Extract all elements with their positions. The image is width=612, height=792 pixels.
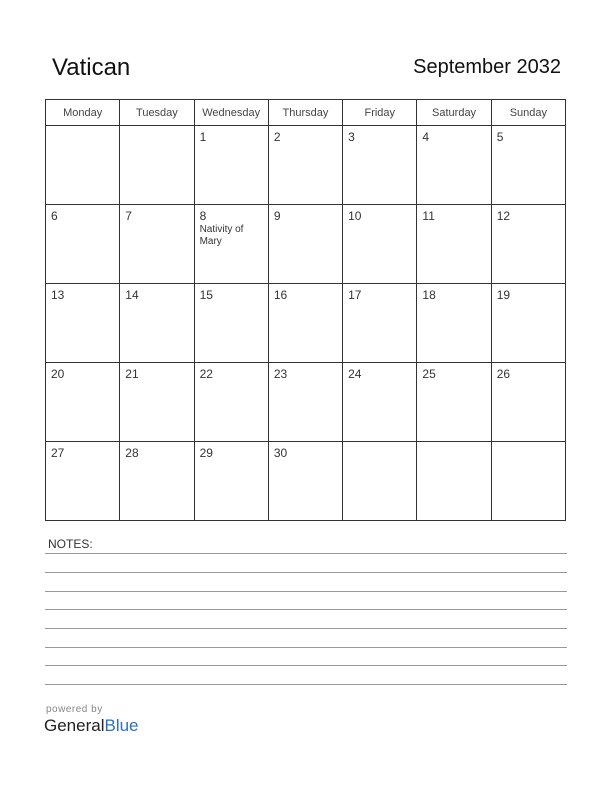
day-cell bbox=[343, 442, 417, 521]
week-row bbox=[46, 126, 566, 205]
day-number: 30 bbox=[273, 446, 288, 460]
day-number: 28 bbox=[125, 446, 139, 460]
day-cell bbox=[343, 363, 417, 442]
logo-text-blue: Blue bbox=[104, 716, 139, 735]
weekday-header: Sunday bbox=[491, 100, 565, 126]
notes-line bbox=[45, 553, 567, 554]
day-cell bbox=[194, 363, 268, 442]
day-number: 23 bbox=[273, 367, 288, 381]
week-row bbox=[46, 363, 566, 442]
weekday-header: Monday bbox=[46, 100, 120, 126]
day-number: 16 bbox=[273, 288, 288, 302]
notes-line bbox=[45, 572, 567, 573]
day-cell bbox=[268, 363, 342, 442]
day-number: 24 bbox=[348, 367, 362, 381]
day-number: 10 bbox=[348, 209, 362, 223]
day-cell bbox=[343, 126, 417, 205]
day-cell bbox=[417, 126, 491, 205]
day-cell bbox=[46, 205, 120, 284]
day-number: 1 bbox=[199, 130, 207, 144]
weekday-header: Saturday bbox=[417, 100, 491, 126]
day-cell bbox=[46, 284, 120, 363]
month-year-title: September 2032 bbox=[413, 56, 561, 78]
day-cell bbox=[268, 442, 342, 521]
day-number: 6 bbox=[51, 209, 58, 223]
week-row bbox=[46, 284, 566, 363]
day-cell bbox=[268, 284, 342, 363]
holiday-label: Nativity of Mary bbox=[199, 224, 244, 247]
day-number: 9 bbox=[273, 209, 281, 223]
day-cell bbox=[417, 442, 491, 521]
day-number: 5 bbox=[496, 130, 504, 144]
day-cell bbox=[491, 363, 565, 442]
day-cell bbox=[268, 126, 342, 205]
day-number: 4 bbox=[422, 130, 430, 144]
day-cell bbox=[417, 363, 491, 442]
calendar-grid bbox=[45, 99, 566, 521]
notes-line bbox=[45, 609, 567, 610]
notes-line bbox=[45, 665, 567, 666]
logo-text-general: General bbox=[44, 716, 105, 735]
notes-line bbox=[45, 647, 567, 648]
notes-label: NOTES: bbox=[48, 537, 93, 551]
day-cell bbox=[491, 126, 565, 205]
day-cell bbox=[194, 284, 268, 363]
day-cell bbox=[491, 284, 565, 363]
day-number: 3 bbox=[348, 130, 355, 144]
day-cell bbox=[120, 363, 194, 442]
weekday-header-row bbox=[46, 100, 566, 126]
day-cell bbox=[194, 126, 268, 205]
day-number: 17 bbox=[348, 288, 362, 302]
day-cell bbox=[268, 205, 342, 284]
weekday-header: Thursday bbox=[268, 100, 342, 126]
day-cell bbox=[120, 205, 194, 284]
generalblue-logo bbox=[44, 716, 139, 736]
day-number: 7 bbox=[125, 209, 132, 223]
day-number: 8 bbox=[199, 209, 207, 223]
day-cell bbox=[417, 284, 491, 363]
day-cell bbox=[343, 205, 417, 284]
day-cell bbox=[417, 205, 491, 284]
day-number: 27 bbox=[51, 446, 65, 460]
day-number: 22 bbox=[199, 367, 213, 381]
day-number: 25 bbox=[422, 367, 436, 381]
country-title: Vatican bbox=[52, 54, 131, 81]
week-row bbox=[46, 205, 566, 284]
day-cell bbox=[343, 284, 417, 363]
day-number: 19 bbox=[496, 288, 511, 302]
day-cell bbox=[46, 126, 120, 205]
notes-line bbox=[45, 684, 567, 685]
day-number: 18 bbox=[422, 288, 436, 302]
day-cell bbox=[194, 442, 268, 521]
day-cell bbox=[194, 205, 268, 284]
weekday-header: Friday bbox=[343, 100, 417, 126]
day-number: 13 bbox=[51, 288, 65, 302]
week-row bbox=[46, 442, 566, 521]
weekday-header: Tuesday bbox=[120, 100, 194, 126]
day-number: 12 bbox=[496, 209, 511, 223]
day-number: 11 bbox=[422, 209, 435, 223]
powered-by-text: powered by bbox=[46, 704, 103, 715]
day-cell bbox=[491, 442, 565, 521]
notes-line bbox=[45, 591, 567, 592]
day-cell bbox=[491, 205, 565, 284]
weekday-header: Wednesday bbox=[194, 100, 268, 126]
notes-line bbox=[45, 628, 567, 629]
day-number: 29 bbox=[199, 446, 213, 460]
day-number: 15 bbox=[199, 288, 213, 302]
day-cell bbox=[120, 126, 194, 205]
day-cell bbox=[120, 284, 194, 363]
day-number: 20 bbox=[51, 367, 65, 381]
day-cell bbox=[120, 442, 194, 521]
day-number: 21 bbox=[125, 367, 139, 381]
day-cell bbox=[46, 442, 120, 521]
day-number: 2 bbox=[273, 130, 281, 144]
day-number: 26 bbox=[496, 367, 511, 381]
day-cell bbox=[46, 363, 120, 442]
day-number: 14 bbox=[125, 288, 139, 302]
